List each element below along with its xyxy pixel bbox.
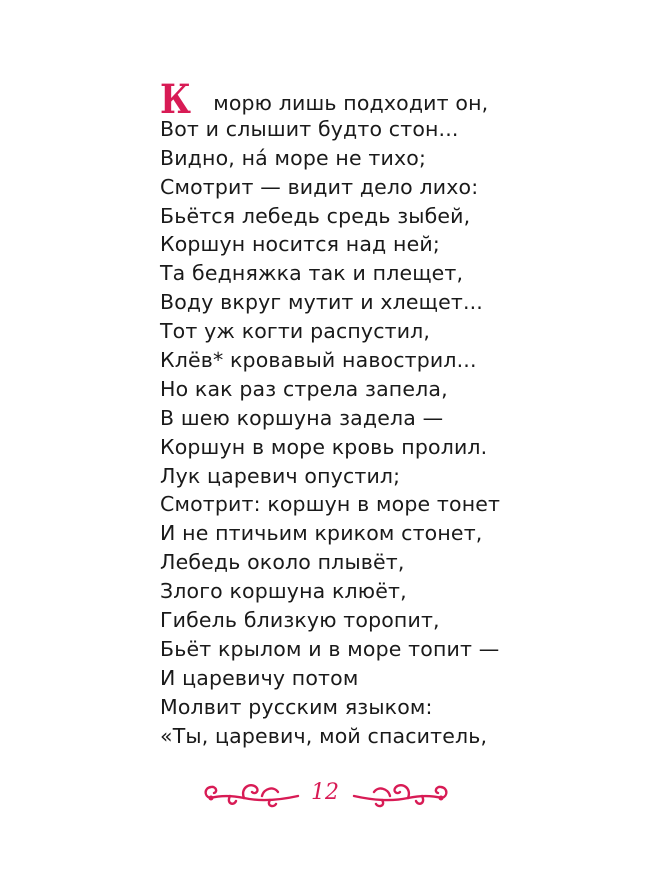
poem-line: Гибель близкую торопит,: [160, 608, 440, 633]
poem-line: Лук царевич опустил;: [160, 463, 401, 488]
poem-line: Видно, нá море не тихо;: [160, 145, 426, 170]
poem-line: Клёв* кровавый навострил...: [160, 348, 477, 373]
poem-line: Коршун носится над ней;: [160, 232, 440, 257]
scroll-flourish-right-icon: [352, 774, 452, 810]
poem-line: И царевичу потом: [160, 665, 359, 690]
page-number: 12: [311, 780, 339, 805]
poem-line: Та бедняжка так и плещет,: [160, 261, 464, 286]
poem-line: Смотрит: коршун в море тонет: [160, 492, 501, 517]
poem-line: Тот уж когти распустил,: [160, 319, 431, 344]
poem-line: Лебедь около плывёт,: [160, 550, 405, 575]
poem-line: Бьёт крылом и в море топит —: [160, 636, 500, 661]
poem-line: В шею коршуна задела —: [160, 405, 444, 430]
poem-line: Коршун в море кровь пролил.: [160, 434, 488, 459]
poem-line: «Ты, царевич, мой спаситель,: [160, 723, 488, 748]
poem-line: Но как раз стрела запела,: [160, 376, 448, 401]
poem-line-1-text: морю лишь подходит он,: [206, 91, 489, 115]
poem-line: Злого коршуна клюёт,: [160, 579, 407, 604]
poem-line: Бьётся лебедь средь зыбей,: [160, 203, 471, 228]
drop-cap: К: [160, 76, 192, 123]
poem-line: Воду вкруг мутит и хлещет...: [160, 290, 483, 315]
poem-line-1: [160, 76, 620, 123]
poem-line: И не птичьим криком стонет,: [160, 521, 483, 546]
page-footer: [0, 774, 650, 818]
poem-line: Смотрит — видит дело лихо:: [160, 174, 479, 199]
poem-line: Вот и слышит будто стон...: [160, 116, 459, 141]
poem-text: [160, 76, 620, 750]
scroll-flourish-left-icon: [200, 774, 300, 810]
poem-line: Молвит русским языком:: [160, 694, 433, 719]
